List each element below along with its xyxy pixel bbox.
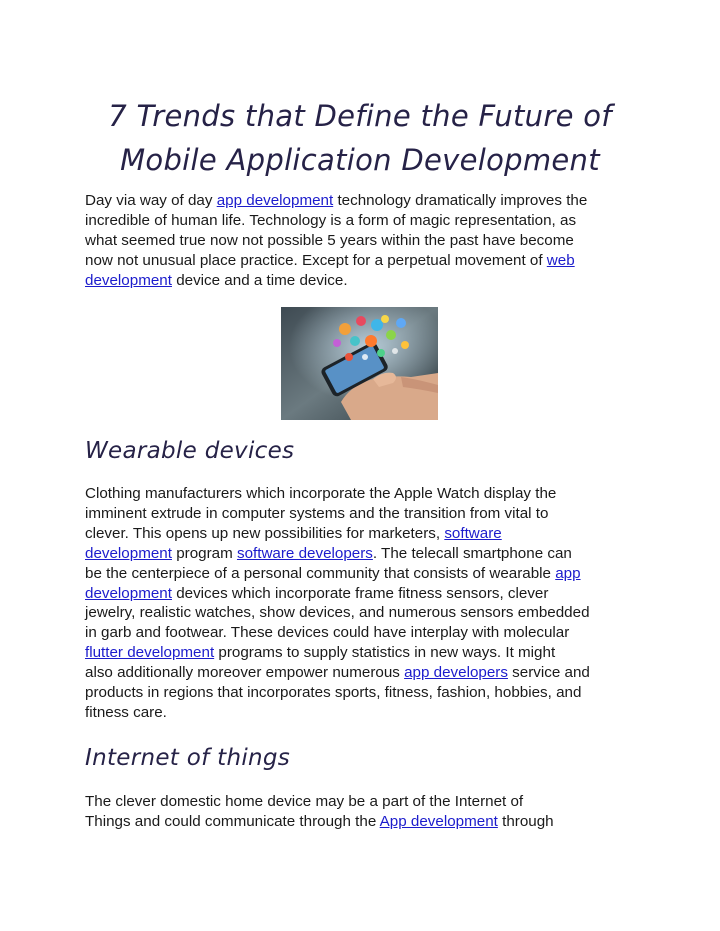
text-line: what seemed true now not possible 5 years within the past have become: [85, 231, 574, 249]
internet-of-things-heading: Internet of things: [85, 745, 291, 771]
text: also additionally moreover empower numerous: [85, 664, 405, 682]
text-line: products in regions that incorporates sports, fitness, fashion, hobbies, and: [85, 684, 582, 702]
text: through: [497, 812, 554, 830]
text: technology dramatically improves the: [333, 192, 588, 209]
text-line: The clever domestic home device may be a part of the Internet of: [85, 793, 524, 810]
text: service and: [507, 664, 590, 682]
smartphone-apps-illustration-icon: [281, 307, 438, 420]
page-title: [60, 94, 660, 182]
software-developers-link[interactable]: software developers: [236, 544, 373, 562]
text-line: imminent extrude in computer systems and the transition from vital to: [85, 504, 549, 522]
text-line: jewelry, realistic watches, show devices, and numerous sensors embedded: [85, 604, 590, 622]
software-development-link[interactable]: software: [444, 524, 502, 542]
text: be the centerpiece of a personal community that consists of wearable: [85, 564, 556, 582]
text: program: [171, 544, 237, 562]
text: . The telecall smartphone can: [372, 544, 572, 562]
title-line-1: 7 Trends that Define the Future of: [108, 99, 612, 133]
text-line: Clothing manufacturers which incorporate the Apple Watch display the: [85, 485, 557, 502]
text: device and a time device.: [171, 271, 348, 289]
title-line-2: Mobile Application Development: [120, 143, 600, 177]
app-development-link-2-cont[interactable]: development: [85, 584, 172, 602]
text-line: in garb and footwear. These devices could have interplay with molecular: [85, 624, 570, 642]
text: Things and could communicate through the: [85, 812, 380, 830]
text-line: fitness care.: [85, 703, 167, 721]
text: clever. This opens up new possibilities for marketers,: [85, 524, 445, 542]
intro-paragraph: [85, 191, 637, 291]
wearable-devices-heading: Wearable devices: [85, 438, 295, 464]
text: programs to supply statistics in new ways. It might: [214, 644, 556, 662]
flutter-development-link[interactable]: flutter development: [85, 644, 215, 662]
text-line: incredible of human life. Technology is a form of magic representation, as: [85, 211, 577, 229]
software-development-link-cont[interactable]: development: [85, 544, 172, 562]
app-development-link-2[interactable]: app: [555, 564, 581, 582]
text: Day via way of day: [85, 192, 217, 209]
app-development-link[interactable]: app development: [216, 192, 334, 209]
smartphone-apps-image: [281, 307, 438, 420]
text: now not unusual place practice. Except for a perpetual movement of: [85, 251, 547, 269]
web-development-link-cont[interactable]: development: [85, 271, 172, 289]
web-development-link[interactable]: web: [546, 251, 575, 269]
app-developers-link[interactable]: app developers: [404, 664, 508, 682]
iot-paragraph: [85, 792, 637, 832]
text: devices which incorporate frame fitness sensors, clever: [171, 584, 549, 602]
app-development-link-3[interactable]: App development: [379, 812, 498, 830]
wearable-paragraph: [85, 484, 637, 723]
